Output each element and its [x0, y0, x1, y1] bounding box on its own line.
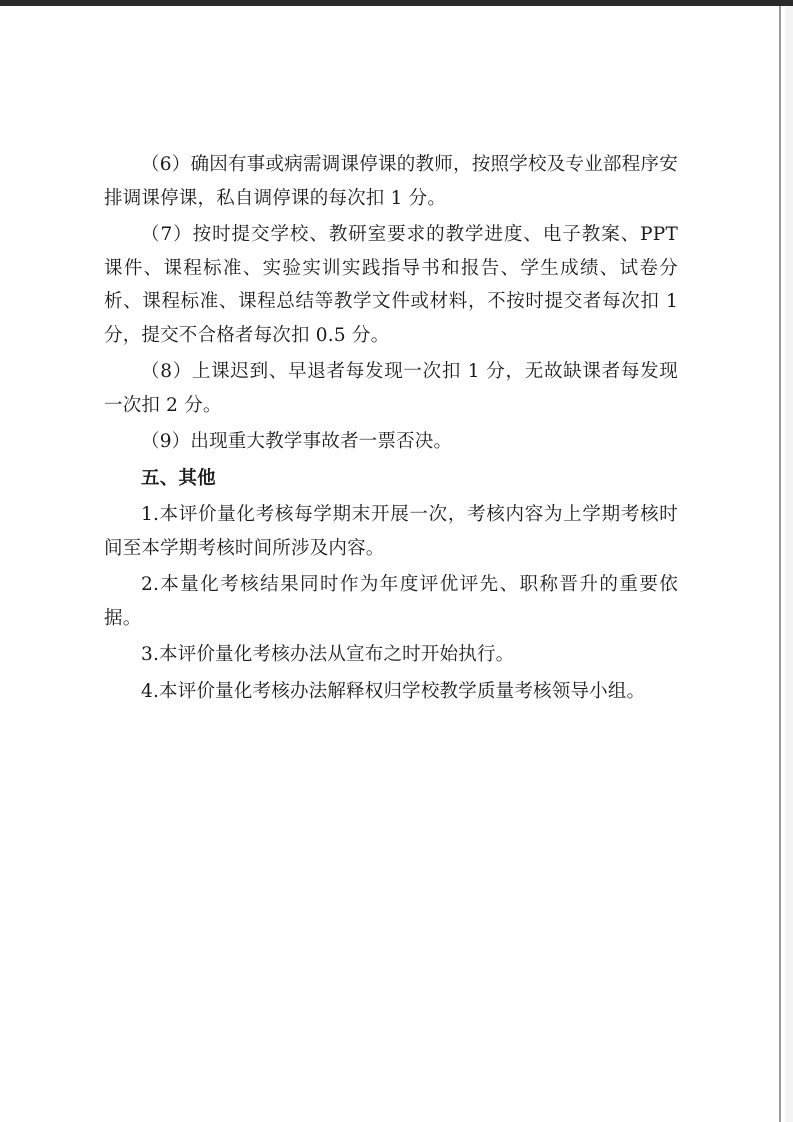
document-page [104, 148, 678, 711]
scan-top-border [0, 0, 793, 6]
item-7: （7）按时提交学校、教研室要求的教学进度、电子教案、PPT 课件、课程标准、实验实训实践指导书和报告、学生成绩、试卷分析、课程标准、课程总结等教学文件或材料，不按时提交者每次扣 1 分，提交不合格者每次扣 0.5 分。 [104, 224, 678, 346]
other-item-2: 2.本量化考核结果同时作为年度评优评先、职称晋升的重要依据。 [104, 574, 678, 629]
other-item-4: 4.本评价量化考核办法解释权归学校教学质量考核领导小组。 [141, 680, 646, 702]
item-8: （8）上课迟到、早退者每发现一次扣 1 分，无故缺课者每发现一次扣 2 分。 [104, 361, 678, 416]
item-6: （6）确因有事或病需调课停课的教师，按照学校及专业部程序安排调课停课，私自调停课的每次扣 1 分。 [104, 154, 678, 209]
scan-right-border [779, 6, 781, 1122]
section-heading: 五、其他 [141, 467, 216, 489]
item-9: （9）出现重大教学事故者一票否决。 [141, 431, 453, 452]
scan-right-margin [785, 6, 793, 1122]
other-item-1: 1.本评价量化考核每学期末开展一次，考核内容为上学期考核时间至本学期考核时间所涉及内容。 [104, 504, 678, 559]
other-item-3: 3.本评价量化考核办法从宣布之时开始执行。 [141, 644, 515, 665]
